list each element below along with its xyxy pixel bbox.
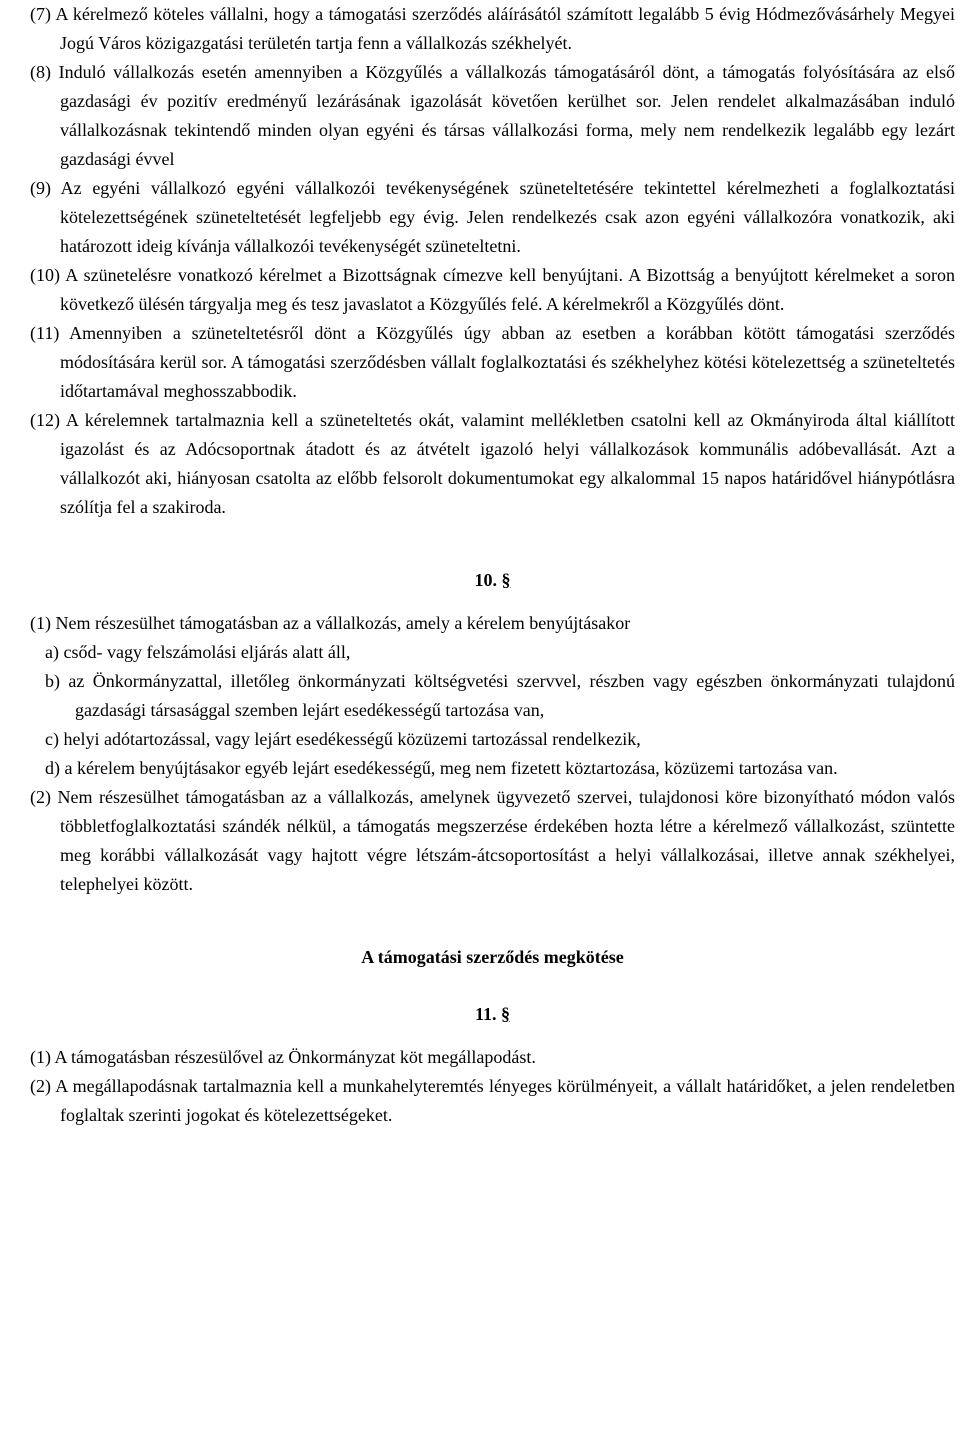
- paragraph-10: (10) A szünetelésre vonatkozó kérelmet a Bizottságnak címezve kell benyújtani. A Bizottság a benyújtott kérelmeket a soron következő ülésén tárgyalja meg és tesz javaslatot a Közgyűlés felé. A kérelmekről a Közgyűlés dönt.: [30, 265, 955, 314]
- section-number: 10.: [474, 570, 497, 590]
- spacer: [30, 595, 955, 609]
- spacer: [30, 972, 955, 1000]
- paragraph-8: (8) Induló vállalkozás esetén amennyiben a Közgyűlés a vállalkozás támogatásáról dönt, a támogatás folyósítására az első gazdasági év pozitív eredményű lezárásának igazolását követően kerülhet sor. Jelen rendelet alkalmazásában induló vállalkozásnak tekintendő minden olyan egyéni és társas vállalkozási forma, mely nem rendelkezik legalább egy lezárt gazdasági évvel: [30, 62, 955, 169]
- section-10-item-a: a) csőd- vagy felszámolási eljárás alatt áll,: [45, 642, 351, 662]
- chapter-heading: A támogatási szerződés megkötése: [361, 947, 624, 967]
- section-10-item-c: c) helyi adótartozással, vagy lejárt esedékességű közüzemi tartozással rendelkezik,: [45, 729, 641, 749]
- section-10-item-b: b) az Önkormányzattal, illetőleg önkormányzati költségvetési szervvel, részben vagy egészben önkormányzati tulajdonú gazdasági társasággal szemben lejárt esedékességű tartozása van,: [45, 671, 955, 720]
- spacer: [30, 522, 955, 566]
- paragraph-12: (12) A kérelemnek tartalmaznia kell a szüneteltetés okát, valamint mellékletben csatolni kell az Okmányiroda által kiállított igazolást és az Adócsoportnak átadott és az átvételt igazoló helyi vállalkozások kommunális adóbevallását. Azt a vállalkozót aki, hiányosan csatolta az előbb felsorolt dokumentumokat egy alkalommal 15 napos határidővel hiánypótlásra szólítja fel a szakiroda.: [30, 410, 955, 517]
- section-10-paragraph-2: (2) Nem részesülhet támogatásban az a vállalkozás, amelynek ügyvezető szervei, tulajdonosi köre bizonyítható módon valós többletfoglalkoztatási szándék nélkül, a támogatás megszerzése érdekében hozta létre a kérelmező vállalkozást, szüntette meg korábbi vállalkozását vagy hajtott végre létszám-átcsoportosítást a helyi vállalkozásai, illetve annak székhelyei, telephelyei között.: [30, 787, 955, 894]
- section-symbol: §: [501, 1004, 510, 1024]
- paragraph-7: (7) A kérelmező köteles vállalni, hogy a támogatási szerződés aláírásától számított legalább 5 évig Hódmezővásárhely Megyei Jogú Város közigazgatási területén tartja fenn a vállalkozás székhelyét.: [30, 4, 955, 53]
- document-page: [30, 0, 955, 1130]
- section-10-item-d: d) a kérelem benyújtásakor egyéb lejárt esedékességű, meg nem fizetett köztartozása, közüzemi tartozása van.: [45, 758, 838, 778]
- section-10-heading: [30, 566, 955, 595]
- spacer: [30, 1029, 955, 1043]
- section-11-heading: [30, 1000, 955, 1029]
- section-10-paragraph-1: (1) Nem részesülhet támogatásban az a vállalkozás, amely a kérelem benyújtásakor: [30, 613, 631, 633]
- section-number: 11.: [474, 1004, 497, 1024]
- paragraph-9: (9) Az egyéni vállalkozó egyéni vállalkozói tevékenységének szüneteltetésére tekintettel kérelmezheti a foglalkoztatási kötelezettségének szüneteltetését legfeljebb egy évig. Jelen rendelkezés csak azon egyéni vállalkozóra vonatkozik, aki határozott ideig kívánja vállalkozói tevékenységét szüneteltetni.: [30, 178, 955, 256]
- section-symbol: §: [501, 570, 511, 590]
- section-11-paragraph-1: (1) A támogatásban részesülővel az Önkormányzat köt megállapodást.: [30, 1047, 536, 1067]
- spacer: [30, 899, 955, 943]
- paragraph-11: (11) Amennyiben a szüneteltetésről dönt a Közgyűlés úgy abban az esetben a korábban kötött támogatási szerződés módosítására kerül sor. A támogatási szerződésben vállalt foglalkoztatási és székhelyhez kötési kötelezettség a szüneteltetés időtartamával meghosszabbodik.: [30, 323, 955, 401]
- section-11-paragraph-2: (2) A megállapodásnak tartalmaznia kell a munkahelyteremtés lényeges körülményeit, a vállalt határidőket, a jelen rendeletben foglaltak szerinti jogokat és kötelezettségeket.: [30, 1076, 955, 1125]
